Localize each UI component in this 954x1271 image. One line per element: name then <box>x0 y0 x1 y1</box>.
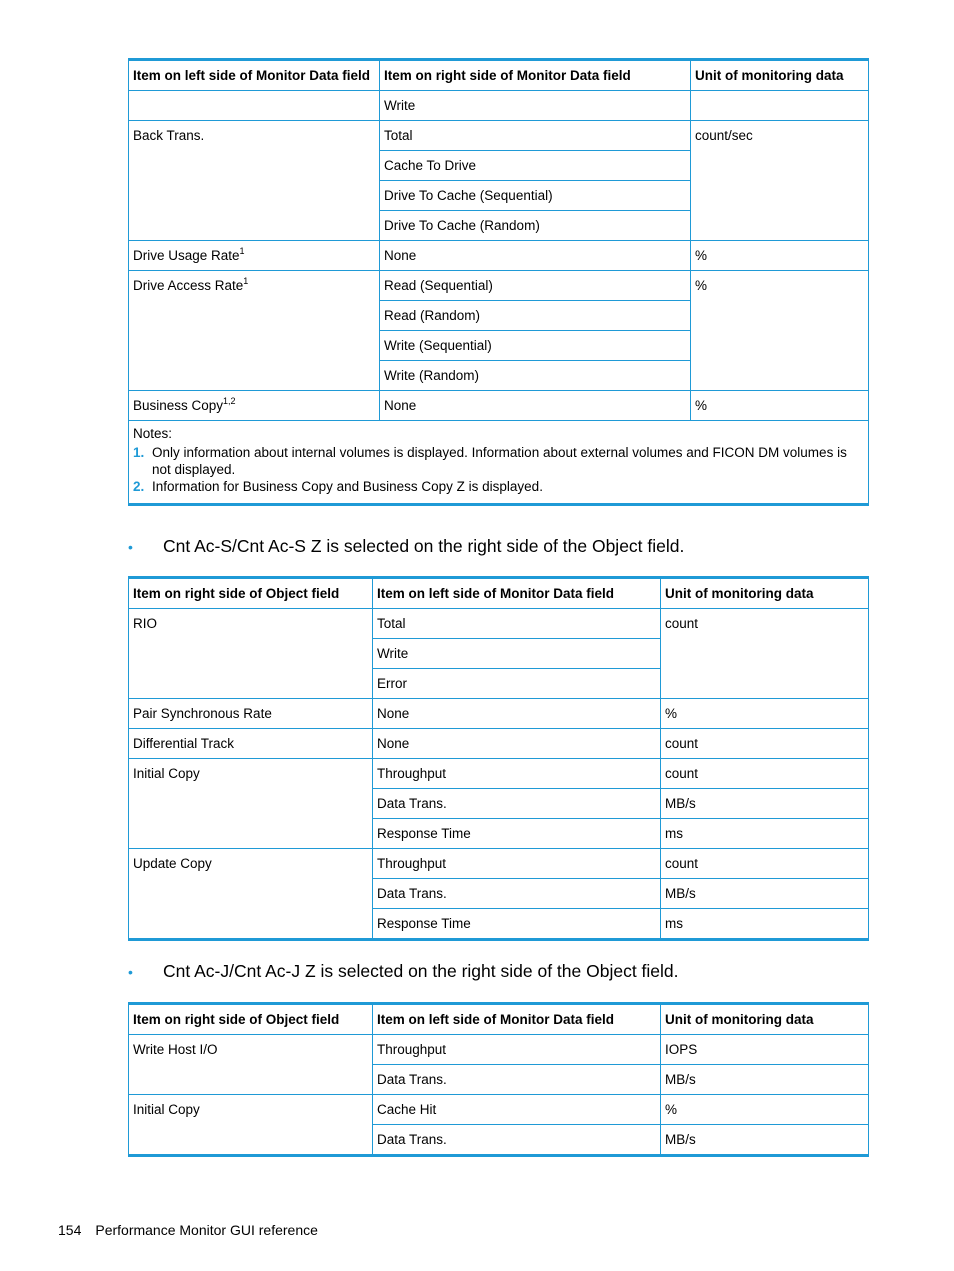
table-header-row <box>129 578 869 609</box>
cell-text: Drive Usage Rate <box>133 248 240 263</box>
bullet-text: Cnt Ac-J/Cnt Ac-J Z is selected on the right side of the Object field. <box>163 961 679 981</box>
table-cell: None <box>373 729 661 759</box>
table-cell <box>691 91 869 121</box>
table-cell: Response Time <box>373 909 661 940</box>
table-cell: count <box>661 729 869 759</box>
monitor-data-table-3 <box>128 1002 869 1157</box>
table-cell <box>129 91 380 121</box>
table-cell: IOPS <box>661 1035 869 1065</box>
table-cell: Cache Hit <box>373 1095 661 1125</box>
table-row <box>129 849 869 879</box>
table-cell: Throughput <box>373 849 661 879</box>
notes-title: Notes: <box>133 426 173 441</box>
table-row <box>129 91 869 121</box>
bullet-icon: • <box>128 539 133 555</box>
table-cell: count/sec <box>691 121 869 241</box>
page-number: 154 <box>58 1222 82 1238</box>
table-cell: None <box>380 241 691 271</box>
table-cell: Total <box>373 609 661 639</box>
table-cell: Update Copy <box>129 849 373 940</box>
table-row <box>129 391 869 421</box>
table-row <box>129 121 869 151</box>
table-cell: Throughput <box>373 759 661 789</box>
footer-title: Performance Monitor GUI reference <box>95 1222 318 1238</box>
bullet-icon: • <box>128 964 133 980</box>
bullet-text: Cnt Ac-S/Cnt Ac-S Z is selected on the right side of the Object field. <box>163 536 685 556</box>
page-footer <box>58 1222 318 1238</box>
table-cell: None <box>373 699 661 729</box>
table-cell: None <box>380 391 691 421</box>
notes-row <box>129 421 869 505</box>
table-cell: % <box>691 391 869 421</box>
footnote-ref: 1,2 <box>223 396 236 406</box>
note-text: Information for Business Copy and Business Copy Z is displayed. <box>152 479 543 494</box>
table-cell: Data Trans. <box>373 879 661 909</box>
table-cell: Cache To Drive <box>380 151 691 181</box>
column-header: Item on left side of Monitor Data field <box>373 1004 661 1035</box>
table-cell: Data Trans. <box>373 789 661 819</box>
table-cell: MB/s <box>661 879 869 909</box>
table-row <box>129 1095 869 1125</box>
table-cell: MB/s <box>661 1125 869 1156</box>
footnote-ref: 1 <box>243 276 249 286</box>
note-number: 1. <box>133 445 145 460</box>
table-cell: MB/s <box>661 1065 869 1095</box>
table-cell: Initial Copy <box>129 759 373 849</box>
cell-text: Drive Access Rate <box>133 278 244 293</box>
table-row <box>129 609 869 639</box>
table-cell: MB/s <box>661 789 869 819</box>
note-number: 2. <box>133 479 145 494</box>
table-cell: Read (Sequential) <box>380 271 691 301</box>
table-cell <box>129 391 380 421</box>
column-header: Unit of monitoring data <box>691 60 869 91</box>
table-cell: Differential Track <box>129 729 373 759</box>
table-cell: RIO <box>129 609 373 699</box>
table-cell: % <box>691 241 869 271</box>
notes-list <box>133 444 864 495</box>
table-cell: count <box>661 609 869 699</box>
table-row <box>129 759 869 789</box>
column-header: Unit of monitoring data <box>661 578 869 609</box>
table-cell <box>129 271 380 391</box>
table-header-row <box>129 60 869 91</box>
table-cell: Write (Random) <box>380 361 691 391</box>
table-cell: Drive To Cache (Sequential) <box>380 181 691 211</box>
table-row <box>129 271 869 301</box>
table-cell: Error <box>373 669 661 699</box>
table-cell: Drive To Cache (Random) <box>380 211 691 241</box>
table-cell: Pair Synchronous Rate <box>129 699 373 729</box>
table-cell: ms <box>661 909 869 940</box>
table-cell: Write (Sequential) <box>380 331 691 361</box>
table-row <box>129 699 869 729</box>
monitor-data-table-1 <box>128 58 869 506</box>
column-header: Item on left side of Monitor Data field <box>129 60 380 91</box>
note-item <box>133 478 864 495</box>
table-header-row <box>129 1004 869 1035</box>
table-row <box>129 729 869 759</box>
cell-text: Business Copy <box>133 398 224 413</box>
table-cell: Data Trans. <box>373 1125 661 1156</box>
notes-cell <box>129 421 869 505</box>
footnote-ref: 1 <box>239 246 245 256</box>
table-cell: Response Time <box>373 819 661 849</box>
table-cell: count <box>661 849 869 879</box>
note-text: Only information about internal volumes is displayed. Information about external volumes and FICON DM volumes is not displayed. <box>152 445 847 477</box>
table-cell: Total <box>380 121 691 151</box>
table-cell: Write <box>373 639 661 669</box>
table-cell: % <box>661 699 869 729</box>
table-cell: ms <box>661 819 869 849</box>
column-header: Item on right side of Monitor Data field <box>380 60 691 91</box>
table-cell: count <box>661 759 869 789</box>
table-row <box>129 241 869 271</box>
column-header: Item on right side of Object field <box>129 578 373 609</box>
table-cell: Read (Random) <box>380 301 691 331</box>
monitor-data-table-2 <box>128 576 869 941</box>
note-item <box>133 444 864 478</box>
table-cell: % <box>661 1095 869 1125</box>
bullet-item <box>128 534 684 559</box>
table-row <box>129 1035 869 1065</box>
table-cell: Initial Copy <box>129 1095 373 1156</box>
bullet-item <box>128 959 679 984</box>
table-cell: % <box>691 271 869 391</box>
table-cell <box>129 241 380 271</box>
table-cell: Write Host I/O <box>129 1035 373 1095</box>
table-cell: Write <box>380 91 691 121</box>
column-header: Item on right side of Object field <box>129 1004 373 1035</box>
table-cell: Back Trans. <box>129 121 380 241</box>
table-cell: Data Trans. <box>373 1065 661 1095</box>
table-cell: Throughput <box>373 1035 661 1065</box>
column-header: Unit of monitoring data <box>661 1004 869 1035</box>
column-header: Item on left side of Monitor Data field <box>373 578 661 609</box>
